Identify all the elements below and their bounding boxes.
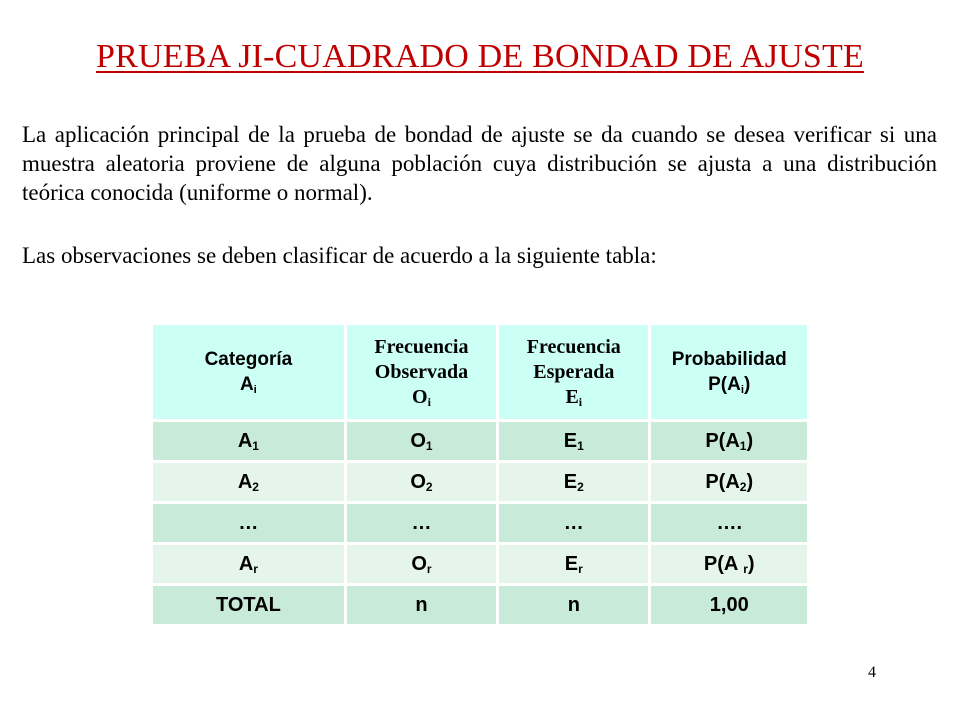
cell-total-label: TOTAL (152, 585, 346, 626)
header-frecuencia-esperada: Frecuencia Esperada $E_i$ (498, 324, 650, 421)
header-categoria: Categoría $A_i$ (152, 324, 346, 421)
cell-expected: … (498, 503, 650, 544)
cell-probability: …. (650, 503, 809, 544)
cell-observed: $O_2$ (345, 462, 497, 503)
cell-expected: $E_1$ (498, 421, 650, 462)
cell-probability: $P(A_1)$ (650, 421, 809, 462)
cell-probability: P(A $_r$) (650, 544, 809, 585)
header-frecuencia-observada: Frecuencia Observada $O_i$ (345, 324, 497, 421)
slide-title: PRUEBA JI-CUADRADO DE BONDAD DE AJUSTE (96, 38, 864, 75)
page-number: 4 (868, 664, 876, 681)
cell-category: $A_1$ (152, 421, 346, 462)
cell-observed: … (345, 503, 497, 544)
table-intro-paragraph: Las observaciones se deben clasificar de acuerdo a la siguiente tabla: (22, 243, 657, 268)
cell-expected: $E_2$ (498, 462, 650, 503)
table-header-row (152, 324, 809, 421)
table-row (152, 462, 809, 503)
cell-category: $A_2$ (152, 462, 346, 503)
cell-total-observed: n (345, 585, 497, 626)
table-total-row (152, 585, 809, 626)
cell-category: … (152, 503, 346, 544)
cell-expected: $E_r$ (498, 544, 650, 585)
table-row (152, 544, 809, 585)
intro-paragraph: La aplicación principal de la prueba de bondad de ajuste se da cuando se desea verificar si una muestra aleatoria proviene de alguna población cuya distribución se ajusta a una distribución teórica conocida (uniforme o normal). (22, 122, 937, 205)
table-row (152, 421, 809, 462)
cell-total-expected: n (498, 585, 650, 626)
frequency-table (150, 322, 810, 627)
header-probabilidad: Probabilidad $P(A_i)$ (650, 324, 809, 421)
cell-total-probability: 1,00 (650, 585, 809, 626)
cell-probability: $P(A_2)$ (650, 462, 809, 503)
cell-observed: $O_1$ (345, 421, 497, 462)
table-row (152, 503, 809, 544)
cell-observed: $O_r$ (345, 544, 497, 585)
cell-category: $A_r$ (152, 544, 346, 585)
